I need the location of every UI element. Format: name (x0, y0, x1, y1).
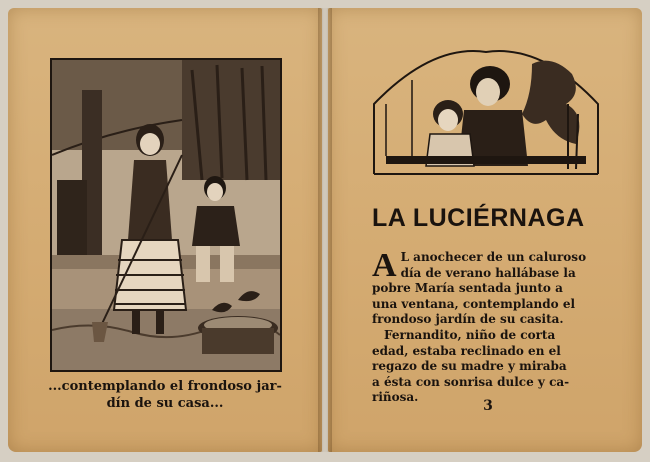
page-number: 3 (483, 398, 493, 414)
window-vignette-drawing (372, 44, 600, 176)
story-line-10: riñosa. (372, 390, 419, 405)
story-line-8: regazo de su madre y miraba (372, 359, 567, 374)
story-line-7: edad, estaba reclinado en el (372, 343, 561, 358)
story-line-4: una ventana, contemplando el (372, 296, 576, 311)
garden-illustration (50, 58, 282, 372)
story-body (372, 247, 610, 406)
book-gutter (318, 8, 332, 452)
story-title: LA LUCIÉRNAGA (372, 204, 585, 232)
story-line-3: pobre María sentada junto a (372, 281, 563, 296)
drop-cap: A (372, 247, 397, 284)
story-line-2: día de verano hallábase la (400, 265, 576, 280)
story-line-6: Fernandito, niño de corta (384, 327, 556, 342)
caption-line-1: ...contemplando el frondoso jar- (48, 379, 282, 394)
caption-line-2: dín de su casa... (106, 396, 224, 411)
window-vignette (372, 44, 600, 176)
story-line-5: frondoso jardín de su casita. (372, 312, 564, 327)
garden-illustration-drawing (52, 60, 280, 370)
illustration-caption (40, 378, 290, 412)
story-line-1: L anochecer de un caluroso (400, 250, 587, 264)
story-line-9: a ésta con sonrisa dulce y ca- (372, 374, 570, 389)
